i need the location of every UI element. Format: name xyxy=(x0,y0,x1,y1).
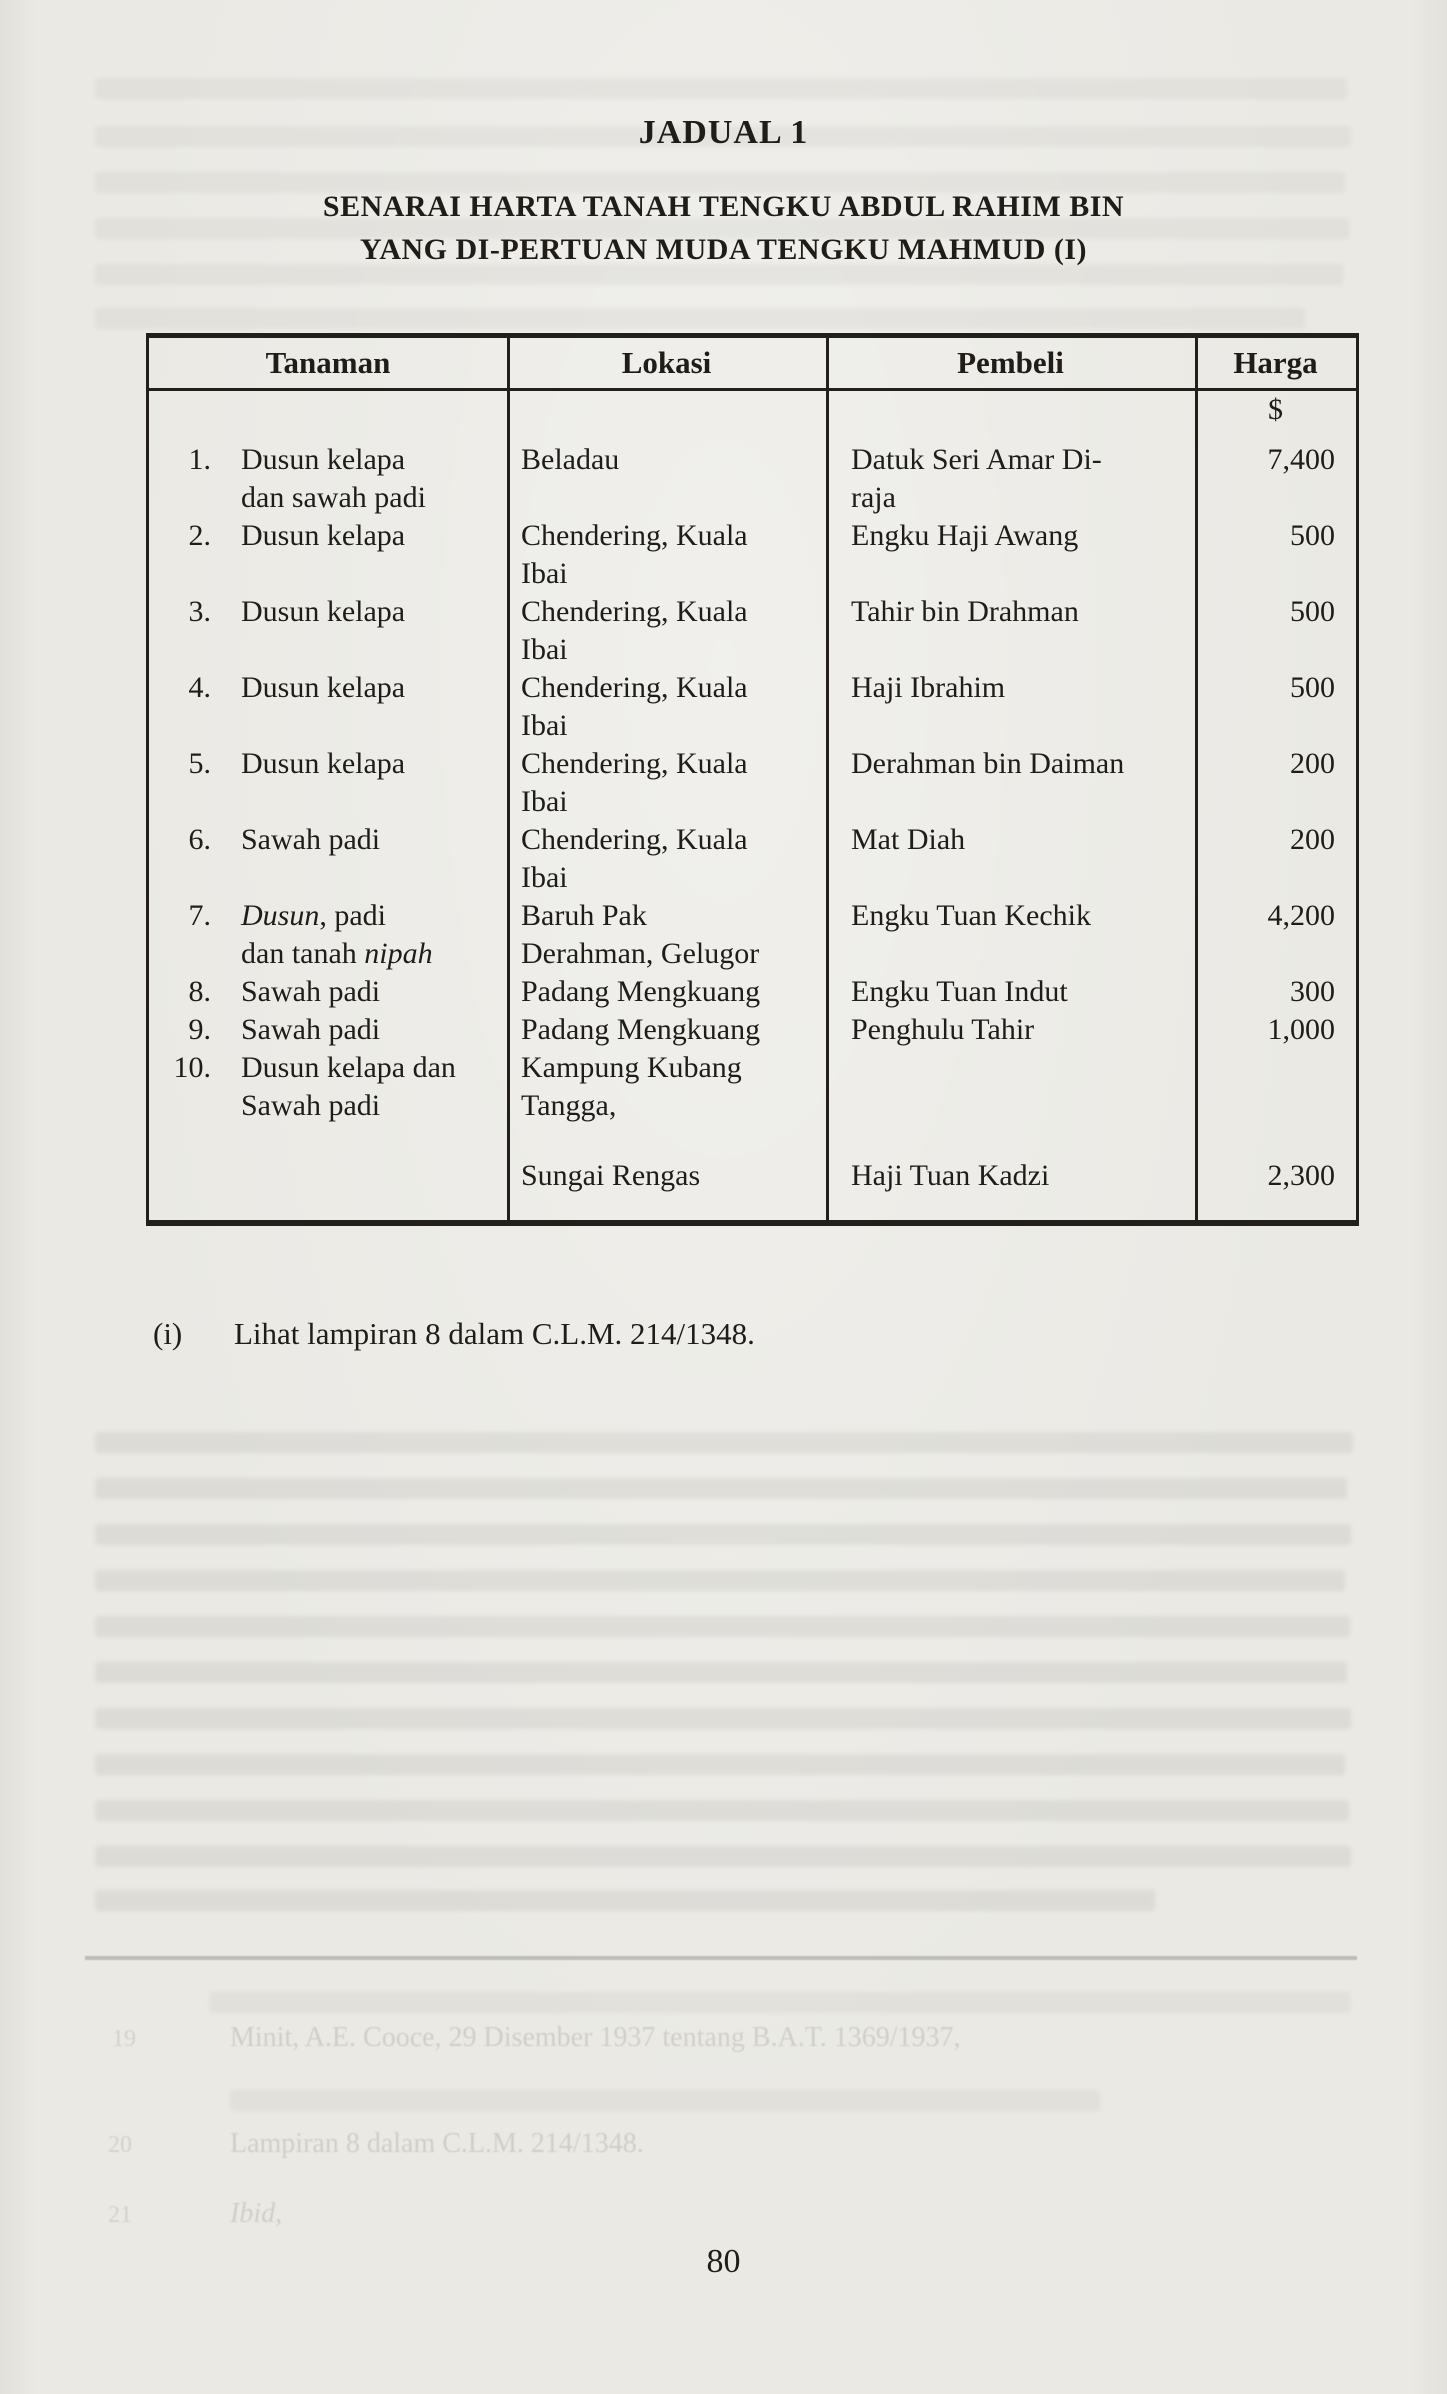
cell-lokasi: Ibai xyxy=(521,557,568,590)
cell-pembeli xyxy=(851,1087,1191,1125)
footnote-marker: (i) xyxy=(153,1316,183,1351)
cell-pembeli: Haji Ibrahim xyxy=(851,671,1006,704)
bleed-through-line xyxy=(95,1754,1345,1775)
table-line xyxy=(149,555,1356,593)
bleed-through-line xyxy=(95,1616,1350,1637)
footnote-text: Lihat lampiran 8 dalam C.L.M. 214/1348. xyxy=(234,1316,755,1351)
cell-tanaman: Sawah padi xyxy=(241,975,381,1008)
cell-harga: 200 xyxy=(1290,823,1335,856)
cell-lokasi: Ibai xyxy=(521,785,568,818)
bleed-through-line xyxy=(210,1992,1350,2013)
bleed-through-rule xyxy=(85,1956,1357,1960)
cell-tanaman: Dusun kelapa xyxy=(241,747,406,780)
cell-num xyxy=(149,935,211,973)
bleed-through-line xyxy=(95,78,1347,99)
cell-tanaman xyxy=(241,707,503,745)
cell-lokasi xyxy=(521,479,821,517)
cell-tanaman: Sawah padi xyxy=(241,1089,381,1122)
cell-num xyxy=(149,631,211,669)
cell-tanaman xyxy=(241,859,503,897)
bleed-through-footnote-number: 21 xyxy=(108,2202,132,2228)
cell-harga: 4,200 xyxy=(1267,899,1335,932)
bleed-through-footnote-text: Minit, A.E. Cooce, 29 Disember 1937 tentang B.A.T. 1369/1937, xyxy=(230,2022,961,2053)
cell-pembeli: Haji Tuan Kadzi xyxy=(851,1159,1050,1192)
cell-harga: 500 xyxy=(1290,671,1335,704)
table-line xyxy=(149,441,1356,479)
table-line xyxy=(149,821,1356,859)
cell-num xyxy=(149,783,211,821)
cell-num xyxy=(149,555,211,593)
cell-tanaman: Dusun kelapa xyxy=(241,519,406,552)
cell-harga: 2,300 xyxy=(1267,1159,1335,1192)
table-line xyxy=(149,517,1356,555)
cell-tanaman xyxy=(241,631,503,669)
cell-harga: 1,000 xyxy=(1267,1013,1335,1046)
table-caption: JADUAL 1 xyxy=(638,114,809,151)
cell-tanaman xyxy=(241,1157,503,1195)
cell-lokasi: Derahman, Gelugor xyxy=(521,937,760,970)
cell-tanaman: Dusun kelapa xyxy=(241,443,406,476)
table-header-row xyxy=(149,338,1356,391)
cell-pembeli: Tahir bin Drahman xyxy=(851,595,1079,628)
cell-harga xyxy=(1149,1087,1335,1125)
cell-num xyxy=(149,707,211,745)
cell-tanaman: dan sawah padi xyxy=(241,481,426,514)
bleed-through-line xyxy=(95,1890,1155,1911)
cell-lokasi: Chendering, Kuala xyxy=(521,747,748,780)
cell-num: 2. xyxy=(188,519,211,552)
cell-lokasi: Chendering, Kuala xyxy=(521,823,748,856)
cell-pembeli xyxy=(851,1049,1191,1087)
cell-harga xyxy=(1149,783,1335,821)
bleed-through-footnote-text: Lampiran 8 dalam C.L.M. 214/1348. xyxy=(230,2128,644,2159)
cell-pembeli xyxy=(851,631,1191,669)
bleed-through-line xyxy=(95,1662,1347,1683)
bleed-through-line xyxy=(95,1846,1351,1867)
cell-harga: 7,400 xyxy=(1267,443,1335,476)
cell-lokasi: Padang Mengkuang xyxy=(521,1013,761,1046)
cell-tanaman: Sawah padi xyxy=(241,823,381,856)
table-line xyxy=(149,1157,1356,1195)
page-title-line1: SENARAI HARTA TANAH TENGKU ABDUL RAHIM BIN xyxy=(322,190,1125,223)
table-body-lines xyxy=(149,441,1356,1195)
table-line xyxy=(149,897,1356,935)
cell-num: 1. xyxy=(188,443,211,476)
cell-harga xyxy=(1149,1049,1335,1087)
bleed-through-line xyxy=(95,1800,1349,1821)
cell-lokasi: Padang Mengkuang xyxy=(521,975,761,1008)
cell-harga xyxy=(1149,555,1335,593)
cell-pembeli xyxy=(851,859,1191,897)
table-line xyxy=(149,669,1356,707)
cell-num xyxy=(149,859,211,897)
table-line xyxy=(149,1049,1356,1087)
cell-tanaman: Dusun kelapa xyxy=(241,671,406,704)
cell-tanaman: Dusun, padi xyxy=(241,899,386,932)
cell-pembeli: Engku Tuan Indut xyxy=(851,975,1068,1008)
cell-lokasi: Beladau xyxy=(521,443,620,476)
page-number: 80 xyxy=(706,2243,741,2280)
bleed-through-line xyxy=(95,1478,1347,1499)
cell-harga: 200 xyxy=(1290,747,1335,780)
cell-harga xyxy=(1149,631,1335,669)
cell-pembeli: Engku Tuan Kechik xyxy=(851,899,1091,932)
table-line xyxy=(149,479,1356,517)
cell-harga: 300 xyxy=(1290,975,1335,1008)
table-line xyxy=(149,1011,1356,1049)
cell-lokasi: Ibai xyxy=(521,709,568,742)
cell-num: 5. xyxy=(188,747,211,780)
column-header-tanaman: Tanaman xyxy=(265,345,391,380)
cell-tanaman xyxy=(241,783,503,821)
cell-pembeli: Engku Haji Awang xyxy=(851,519,1079,552)
bleed-through-line xyxy=(230,2090,1100,2111)
cell-num: 3. xyxy=(188,595,211,628)
cell-pembeli: Derahman bin Daiman xyxy=(851,747,1125,780)
cell-tanaman: dan tanah nipah xyxy=(241,937,433,970)
cell-pembeli: Mat Diah xyxy=(851,823,966,856)
cell-lokasi: Kampung Kubang xyxy=(521,1051,742,1084)
cell-lokasi: Ibai xyxy=(521,861,568,894)
cell-pembeli xyxy=(851,555,1191,593)
column-header-pembeli: Pembeli xyxy=(957,345,1064,380)
cell-harga xyxy=(1149,935,1335,973)
table-line xyxy=(149,745,1356,783)
cell-harga xyxy=(1149,859,1335,897)
table-line xyxy=(149,935,1356,973)
cell-num: 7. xyxy=(188,899,211,932)
cell-num: 10. xyxy=(173,1051,211,1084)
bleed-through-footnote-number: 20 xyxy=(108,2132,132,2158)
column-header-harga: Harga xyxy=(1233,345,1318,380)
cell-pembeli xyxy=(851,935,1191,973)
cell-num xyxy=(149,479,211,517)
table-line xyxy=(149,783,1356,821)
cell-lokasi: Chendering, Kuala xyxy=(521,519,748,552)
cell-num: 6. xyxy=(188,823,211,856)
bleed-through-line xyxy=(95,1524,1351,1545)
cell-pembeli: Datuk Seri Amar Di- xyxy=(851,443,1102,476)
table-line xyxy=(149,631,1356,669)
cell-harga xyxy=(1149,479,1335,517)
bleed-through-line xyxy=(95,1432,1353,1453)
cell-pembeli: raja xyxy=(851,481,896,514)
cell-tanaman: Dusun kelapa dan xyxy=(241,1051,456,1084)
cell-lokasi: Tangga, xyxy=(521,1089,617,1122)
cell-harga xyxy=(1149,707,1335,745)
bleed-through-footnote-text: Ibid, xyxy=(230,2198,283,2229)
bleed-through-footnote-number: 19 xyxy=(112,2026,136,2052)
cell-num xyxy=(149,1087,211,1125)
cell-tanaman xyxy=(241,555,503,593)
bleed-through-line xyxy=(95,308,1305,329)
cell-lokasi: Sungai Rengas xyxy=(521,1159,701,1192)
land-property-table xyxy=(146,333,1359,1226)
column-header-lokasi: Lokasi xyxy=(621,345,712,380)
cell-lokasi: Ibai xyxy=(521,633,568,666)
cell-lokasi: Baruh Pak xyxy=(521,899,647,932)
cell-num: 4. xyxy=(188,671,211,704)
cell-harga: 500 xyxy=(1290,519,1335,552)
currency-symbol: $ xyxy=(1268,393,1283,426)
cell-pembeli xyxy=(851,707,1191,745)
page-title-line2: YANG DI-PERTUAN MUDA TENGKU MAHMUD (I) xyxy=(359,233,1088,266)
bleed-through-line xyxy=(95,1708,1351,1729)
table-line xyxy=(149,973,1356,1011)
cell-harga: 500 xyxy=(1290,595,1335,628)
cell-lokasi: Chendering, Kuala xyxy=(521,671,748,704)
bleed-through-line xyxy=(95,1570,1345,1591)
table-line xyxy=(149,707,1356,745)
cell-tanaman: Sawah padi xyxy=(241,1013,381,1046)
cell-lokasi: Chendering, Kuala xyxy=(521,595,748,628)
cell-tanaman: Dusun kelapa xyxy=(241,595,406,628)
cell-pembeli: Penghulu Tahir xyxy=(851,1013,1035,1046)
cell-pembeli xyxy=(851,783,1191,821)
table-line xyxy=(149,1087,1356,1125)
bleed-through-line xyxy=(95,264,1343,285)
table-line xyxy=(149,593,1356,631)
cell-num xyxy=(149,1157,211,1195)
table-line xyxy=(149,859,1356,897)
cell-num: 8. xyxy=(188,975,211,1008)
table-body xyxy=(149,391,1356,1220)
cell-num: 9. xyxy=(188,1013,211,1046)
